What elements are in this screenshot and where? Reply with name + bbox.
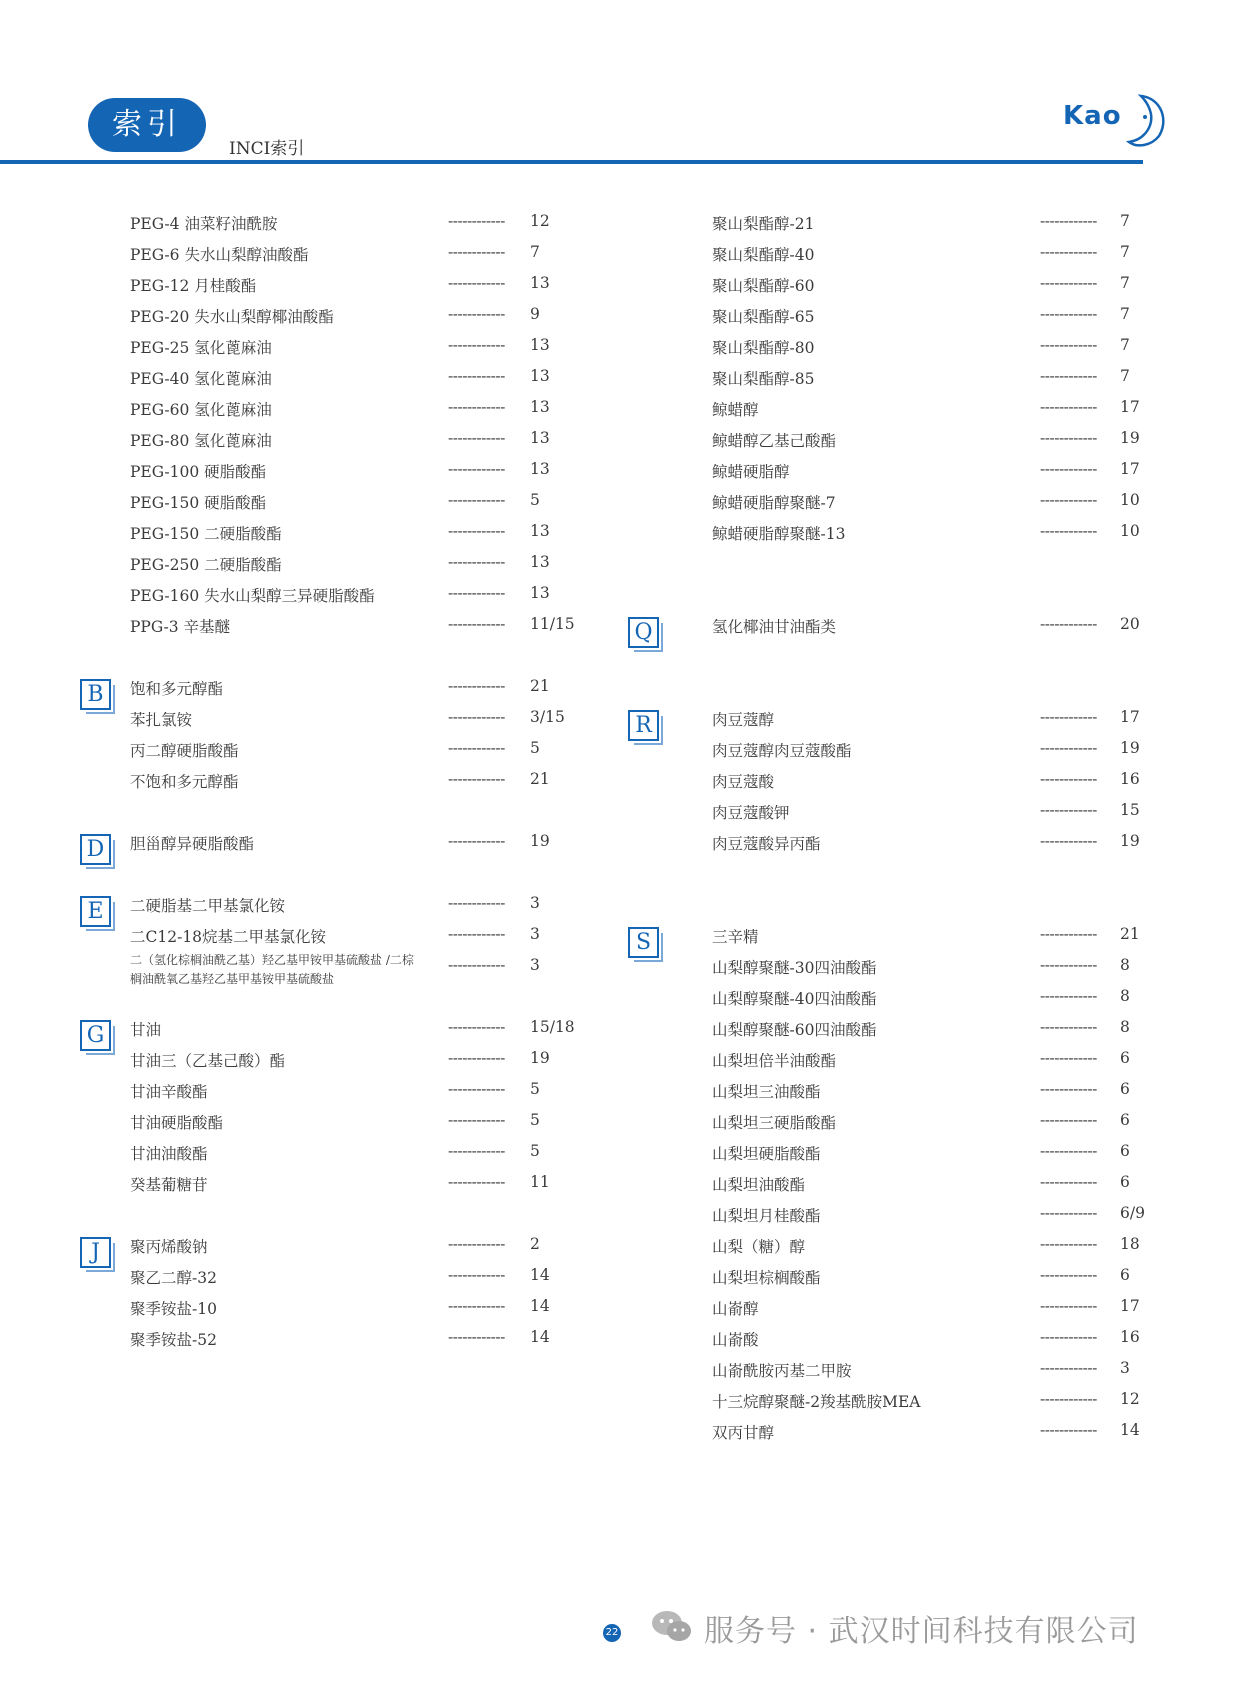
index-entry (82, 392, 642, 425)
leader-dashes: ------------ (1040, 739, 1097, 757)
index-entry (635, 702, 1158, 738)
entry-name: 聚丙烯酸钠 (130, 1238, 208, 1256)
index-entry (668, 1105, 1158, 1138)
index-entry (82, 733, 642, 766)
entry-name: 甘油辛酸酯 (130, 1083, 208, 1101)
entry-page: 5 (530, 491, 540, 509)
leader-dashes: ------------ (1040, 708, 1097, 726)
entry-page: 19 (1120, 832, 1140, 850)
entry-name: 聚山梨酯醇-80 (712, 339, 815, 357)
leader-dashes: ------------ (448, 429, 505, 447)
entry-page: 19 (530, 1049, 550, 1067)
index-entry (668, 1384, 1158, 1417)
leader-dashes: ------------ (1040, 1421, 1097, 1439)
leader-dashes: ------------ (448, 1080, 505, 1098)
leader-dashes: ------------ (1040, 305, 1097, 323)
section-letter-g: G (80, 1020, 111, 1051)
entry-name: 聚季铵盐-52 (130, 1331, 217, 1349)
entry-name: 肉豆蔻酸异丙酯 (712, 835, 821, 853)
entry-page: 17 (1120, 1297, 1140, 1315)
entry-name: 聚山梨酯醇-65 (712, 308, 815, 326)
entry-page: 13 (530, 336, 550, 354)
leader-dashes: ------------ (1040, 1111, 1097, 1129)
entry-name: 鲸蜡硬脂醇聚醚-7 (712, 494, 836, 512)
entry-page: 7 (1120, 305, 1130, 323)
index-entry (668, 1260, 1158, 1293)
index-entry (82, 1012, 642, 1048)
index-entry (668, 733, 1158, 766)
leader-dashes: ------------ (1040, 1359, 1097, 1377)
leader-dashes: ------------ (448, 243, 505, 261)
leader-dashes: ------------ (1040, 1173, 1097, 1191)
leader-dashes: ------------ (448, 336, 505, 354)
index-entry (668, 392, 1158, 425)
leader-dashes: ------------ (448, 1173, 505, 1191)
entry-name: 山梨坦三油酸酯 (712, 1083, 821, 1101)
entry-page: 7 (1120, 243, 1130, 261)
section-tab-index: 索引 (88, 98, 206, 152)
entry-page: 14 (530, 1266, 550, 1284)
leader-dashes: ------------ (448, 522, 505, 540)
entry-name: 山梨坦月桂酸酯 (712, 1207, 821, 1225)
leader-dashes: ------------ (1040, 956, 1097, 974)
entry-page: 13 (530, 460, 550, 478)
leader-dashes: ------------ (1040, 801, 1097, 819)
entry-name: 山嵛醇 (712, 1300, 759, 1318)
entry-page: 13 (530, 553, 550, 571)
entry-name: 甘油 (130, 1021, 162, 1039)
leader-dashes: ------------ (448, 708, 505, 726)
entry-name: 鲸蜡硬脂醇聚醚-13 (712, 525, 846, 543)
leader-dashes: ------------ (1040, 429, 1097, 447)
index-entry (82, 764, 642, 797)
leader-dashes: ------------ (448, 305, 505, 323)
entry-page: 18 (1120, 1235, 1140, 1253)
leader-dashes: ------------ (448, 553, 505, 571)
index-entry (82, 702, 642, 735)
index-entry (668, 361, 1158, 394)
entry-name: PPG-3 辛基醚 (130, 618, 231, 636)
leader-dashes: ------------ (1040, 1204, 1097, 1222)
entry-name: PEG-25 氢化蓖麻油 (130, 339, 272, 357)
index-entry (668, 795, 1158, 828)
leader-dashes: ------------ (1040, 1235, 1097, 1253)
entry-name: PEG-80 氢化蓖麻油 (130, 432, 272, 450)
index-entry (668, 423, 1158, 456)
entry-name: 二C12-18烷基二甲基氯化铵 (130, 928, 327, 946)
entry-name: 肉豆蔻醇肉豆蔻酸酯 (712, 742, 852, 760)
index-entry (82, 1167, 642, 1200)
section-letter-e: E (80, 896, 111, 927)
leader-dashes: ------------ (448, 1142, 505, 1160)
entry-name: 山梨醇聚醚-60四油酸酯 (712, 1021, 877, 1039)
leader-dashes: ------------ (448, 1018, 505, 1036)
entry-page: 5 (530, 1111, 540, 1129)
entry-page: 14 (530, 1328, 550, 1346)
leader-dashes: ------------ (1040, 212, 1097, 230)
entry-page: 14 (530, 1297, 550, 1315)
section-letter-r: R (628, 710, 659, 741)
index-entry (668, 1291, 1158, 1324)
index-entry (668, 299, 1158, 332)
index-entry (668, 1229, 1158, 1262)
index-entry (668, 764, 1158, 797)
entry-page: 19 (530, 832, 550, 850)
entry-page: 21 (530, 770, 550, 788)
leader-dashes: ------------ (448, 212, 505, 230)
entry-name: 山梨坦棕榈酸酯 (712, 1269, 821, 1287)
entry-page: 17 (1120, 460, 1140, 478)
entry-name: 肉豆蔻醇 (712, 711, 775, 729)
entry-page: 5 (530, 739, 540, 757)
entry-name: 十三烷醇聚醚-2羧基酰胺MEA (712, 1393, 921, 1411)
leader-dashes: ------------ (1040, 1080, 1097, 1098)
entry-name: 双丙甘醇 (712, 1424, 775, 1442)
entry-name: 聚季铵盐-10 (130, 1300, 217, 1318)
leader-dashes: ------------ (1040, 522, 1097, 540)
leader-dashes: ------------ (448, 274, 505, 292)
leader-dashes: ------------ (1040, 398, 1097, 416)
leader-dashes: ------------ (448, 491, 505, 509)
index-entry (668, 237, 1158, 270)
index-entry (634, 609, 1158, 645)
entry-name: 癸基葡糖苷 (130, 1176, 208, 1194)
leader-dashes: ------------ (1040, 1049, 1097, 1067)
section-letter-d: D (80, 834, 111, 865)
index-entry (82, 1043, 642, 1076)
entry-name: 三辛精 (712, 928, 759, 946)
index-entry (82, 237, 642, 270)
entry-page: 11/15 (530, 615, 575, 633)
entry-name: 聚山梨酯醇-60 (712, 277, 815, 295)
entry-page: 7 (1120, 212, 1130, 230)
section-letter-q: Q (628, 617, 659, 648)
index-entry (668, 1167, 1158, 1200)
entry-name: PEG-150 二硬脂酸酯 (130, 525, 282, 543)
index-entry (668, 1353, 1158, 1386)
leader-dashes: ------------ (1040, 770, 1097, 788)
index-entry (82, 1074, 642, 1107)
entry-page: 8 (1120, 987, 1130, 1005)
leader-dashes: ------------ (1040, 243, 1097, 261)
leader-dashes: ------------ (1040, 1018, 1097, 1036)
entry-page: 3 (530, 956, 540, 974)
entry-name: PEG-20 失水山梨醇椰油酸酯 (130, 308, 334, 326)
leader-dashes: ------------ (1040, 987, 1097, 1005)
moon-icon (1063, 90, 1168, 152)
entry-page: 6 (1120, 1049, 1130, 1067)
leader-dashes: ------------ (448, 460, 505, 478)
entry-page: 6 (1120, 1080, 1130, 1098)
entry-name: 鲸蜡醇 (712, 401, 759, 419)
entry-name: 山梨（糖）醇 (712, 1238, 806, 1256)
index-entry (82, 547, 642, 580)
leader-dashes: ------------ (448, 832, 505, 850)
entry-page: 5 (530, 1080, 540, 1098)
entry-name: PEG-150 硬脂酸酯 (130, 494, 267, 512)
leader-dashes: ------------ (448, 1111, 505, 1129)
leader-dashes: ------------ (448, 1235, 505, 1253)
entry-page: 21 (1120, 925, 1140, 943)
entry-name: 不饱和多元醇酯 (130, 773, 239, 791)
entry-page: 13 (530, 522, 550, 540)
entry-name: 山嵛酰胺丙基二甲胺 (712, 1362, 852, 1380)
leader-dashes: ------------ (1040, 274, 1097, 292)
index-entry (668, 206, 1158, 239)
index-entry (82, 330, 642, 363)
entry-name: 肉豆蔻酸钾 (712, 804, 790, 822)
leader-dashes: ------------ (448, 615, 505, 633)
entry-name: PEG-160 失水山梨醇三异硬脂酸酯 (130, 587, 375, 605)
entry-name: 二硬脂基二甲基氯化铵 (130, 897, 286, 915)
entry-page: 3 (530, 925, 540, 943)
chat-icon (650, 1606, 694, 1646)
index-entry (82, 578, 642, 611)
entry-name: PEG-60 氢化蓖麻油 (130, 401, 272, 419)
entry-page: 9 (530, 305, 540, 323)
header-divider (0, 160, 1143, 164)
entry-page: 12 (1120, 1390, 1140, 1408)
leader-dashes: ------------ (1040, 460, 1097, 478)
entry-page: 15 (1120, 801, 1140, 819)
entry-name: 甘油硬脂酸酯 (130, 1114, 224, 1132)
section-subtitle: INCI索引 (229, 139, 305, 159)
index-entry (82, 950, 642, 986)
leader-dashes: ------------ (1040, 1142, 1097, 1160)
index-entry (82, 671, 642, 707)
index-entry (668, 1322, 1158, 1355)
logo-wordmark: Kao (1063, 101, 1122, 131)
index-entry (668, 950, 1158, 983)
entry-name: 山梨醇聚醚-40四油酸酯 (712, 990, 877, 1008)
index-entry (82, 1105, 642, 1138)
entry-page: 3 (530, 894, 540, 912)
entry-page: 14 (1120, 1421, 1140, 1439)
index-entry (668, 981, 1158, 1014)
section-letter-s: S (628, 927, 659, 958)
entry-page: 8 (1120, 956, 1130, 974)
index-entry (82, 919, 642, 952)
index-entry (668, 1415, 1158, 1448)
section-letter-b: B (80, 679, 111, 710)
entry-page: 6/9 (1120, 1204, 1145, 1222)
entry-name: PEG-12 月桂酸酯 (130, 277, 257, 295)
entry-page: 7 (1120, 367, 1130, 385)
entry-name: 苯扎氯铵 (130, 711, 193, 729)
entry-name: 甘油油酸酯 (130, 1145, 208, 1163)
index-entry (668, 1198, 1158, 1231)
entry-name: 聚山梨酯醇-85 (712, 370, 815, 388)
index-entry (668, 826, 1158, 859)
entry-name: 甘油三（乙基己酸）酯 (130, 1052, 286, 1070)
entry-name: 肉豆蔻酸 (712, 773, 775, 791)
entry-name: 聚山梨酯醇-40 (712, 246, 815, 264)
index-entry (82, 1260, 642, 1293)
leader-dashes: ------------ (448, 584, 505, 602)
entry-page: 5 (530, 1142, 540, 1160)
index-entry (82, 485, 642, 518)
leader-dashes: ------------ (448, 925, 505, 943)
index-entry (82, 826, 642, 862)
index-entry (82, 454, 642, 487)
index-entry (82, 361, 642, 394)
index-entry (82, 1229, 642, 1265)
kao-logo (1063, 90, 1168, 152)
leader-dashes: ------------ (448, 367, 505, 385)
entry-page: 6 (1120, 1173, 1130, 1191)
entry-page: 3/15 (530, 708, 565, 726)
entry-name: 山梨醇聚醚-30四油酸酯 (712, 959, 877, 977)
index-entry (82, 1291, 642, 1324)
leader-dashes: ------------ (1040, 615, 1097, 633)
index-entry (668, 516, 1158, 549)
entry-name: 胆甾醇异硬脂酸酯 (130, 835, 255, 853)
leader-dashes: ------------ (1040, 925, 1097, 943)
entry-page: 3 (1120, 1359, 1130, 1377)
entry-name: 丙二醇硬脂酸酯 (130, 742, 239, 760)
index-entry (668, 1074, 1158, 1107)
entry-name: 山梨坦油酸酯 (712, 1176, 806, 1194)
entry-page: 16 (1120, 1328, 1140, 1346)
entry-page: 8 (1120, 1018, 1130, 1036)
entry-page: 17 (1120, 708, 1140, 726)
entry-page: 2 (530, 1235, 540, 1253)
leader-dashes: ------------ (448, 398, 505, 416)
entry-page: 6 (1120, 1266, 1130, 1284)
leader-dashes: ------------ (1040, 1328, 1097, 1346)
entry-name: 饱和多元醇酯 (130, 680, 224, 698)
entry-page: 12 (530, 212, 550, 230)
index-entry (668, 330, 1158, 363)
leader-dashes: ------------ (1040, 832, 1097, 850)
entry-name: 山嵛酸 (712, 1331, 759, 1349)
index-entry (668, 1136, 1158, 1169)
leader-dashes: ------------ (1040, 336, 1097, 354)
leader-dashes: ------------ (448, 1266, 505, 1284)
leader-dashes: ------------ (448, 770, 505, 788)
entry-page: 19 (1120, 429, 1140, 447)
entry-page: 21 (530, 677, 550, 695)
index-entry (82, 516, 642, 549)
entry-page: 19 (1120, 739, 1140, 757)
entry-name: 聚山梨酯醇-21 (712, 215, 815, 233)
leader-dashes: ------------ (1040, 491, 1097, 509)
entry-page: 11 (530, 1173, 550, 1191)
entry-page: 13 (530, 398, 550, 416)
entry-page: 15/18 (530, 1018, 575, 1036)
page-number: 22 (603, 1624, 621, 1642)
leader-dashes: ------------ (448, 894, 505, 912)
index-entry (668, 485, 1158, 518)
leader-dashes: ------------ (448, 739, 505, 757)
leader-dashes: ------------ (448, 1049, 505, 1067)
entry-name: PEG-4 油菜籽油酰胺 (130, 215, 278, 233)
entry-name: PEG-40 氢化蓖麻油 (130, 370, 272, 388)
entry-page: 20 (1120, 615, 1140, 633)
entry-name: 山梨坦倍半油酸酯 (712, 1052, 837, 1070)
leader-dashes: ------------ (1040, 1390, 1097, 1408)
entry-page: 7 (530, 243, 540, 261)
entry-page: 13 (530, 429, 550, 447)
index-entry (668, 268, 1158, 301)
watermark: 服务号 · 武汉时间科技有限公司 (704, 1614, 1139, 1649)
entry-name: 山梨坦硬脂酸酯 (712, 1145, 821, 1163)
index-entry (82, 1322, 642, 1355)
index-entry (668, 454, 1158, 487)
index-entry (82, 888, 642, 924)
entry-page: 7 (1120, 274, 1130, 292)
index-entry (82, 299, 642, 332)
index-entry (82, 609, 642, 642)
entry-page: 16 (1120, 770, 1140, 788)
entry-name: 山梨坦三硬脂酸酯 (712, 1114, 837, 1132)
index-entry (82, 1136, 642, 1169)
entry-name: PEG-100 硬脂酸酯 (130, 463, 267, 481)
index-entry (668, 1043, 1158, 1076)
entry-name: 聚乙二醇-32 (130, 1269, 217, 1287)
entry-page: 10 (1120, 491, 1140, 509)
entry-page: 13 (530, 367, 550, 385)
leader-dashes: ------------ (448, 677, 505, 695)
leader-dashes: ------------ (448, 1328, 505, 1346)
index-entry (82, 423, 642, 456)
entry-name: 鲸蜡硬脂醇 (712, 463, 790, 481)
leader-dashes: ------------ (1040, 1266, 1097, 1284)
entry-page: 6 (1120, 1142, 1130, 1160)
entry-name: 鲸蜡醇乙基己酸酯 (712, 432, 837, 450)
index-entry (82, 268, 642, 301)
leader-dashes: ------------ (1040, 1297, 1097, 1315)
index-entry (635, 919, 1158, 955)
entry-page: 6 (1120, 1111, 1130, 1129)
entry-name: PEG-6 失水山梨醇油酸酯 (130, 246, 309, 264)
entry-name: 二（氢化棕榈油酰乙基）羟乙基甲铵甲基硫酸盐 /二棕榈油酰氧乙基羟乙基甲基铵甲基硫酸盐 (130, 953, 414, 986)
index-entry (82, 206, 642, 239)
entry-name: PEG-250 二硬脂酸酯 (130, 556, 282, 574)
entry-name: 氢化椰油甘油酯类 (712, 618, 837, 636)
entry-page: 13 (530, 584, 550, 602)
section-letter-j: J (80, 1237, 111, 1268)
entry-page: 10 (1120, 522, 1140, 540)
leader-dashes: ------------ (448, 1297, 505, 1315)
leader-dashes: ------------ (448, 956, 505, 974)
entry-page: 7 (1120, 336, 1130, 354)
index-entry (668, 1012, 1158, 1045)
entry-page: 13 (530, 274, 550, 292)
entry-page: 17 (1120, 398, 1140, 416)
leader-dashes: ------------ (1040, 367, 1097, 385)
